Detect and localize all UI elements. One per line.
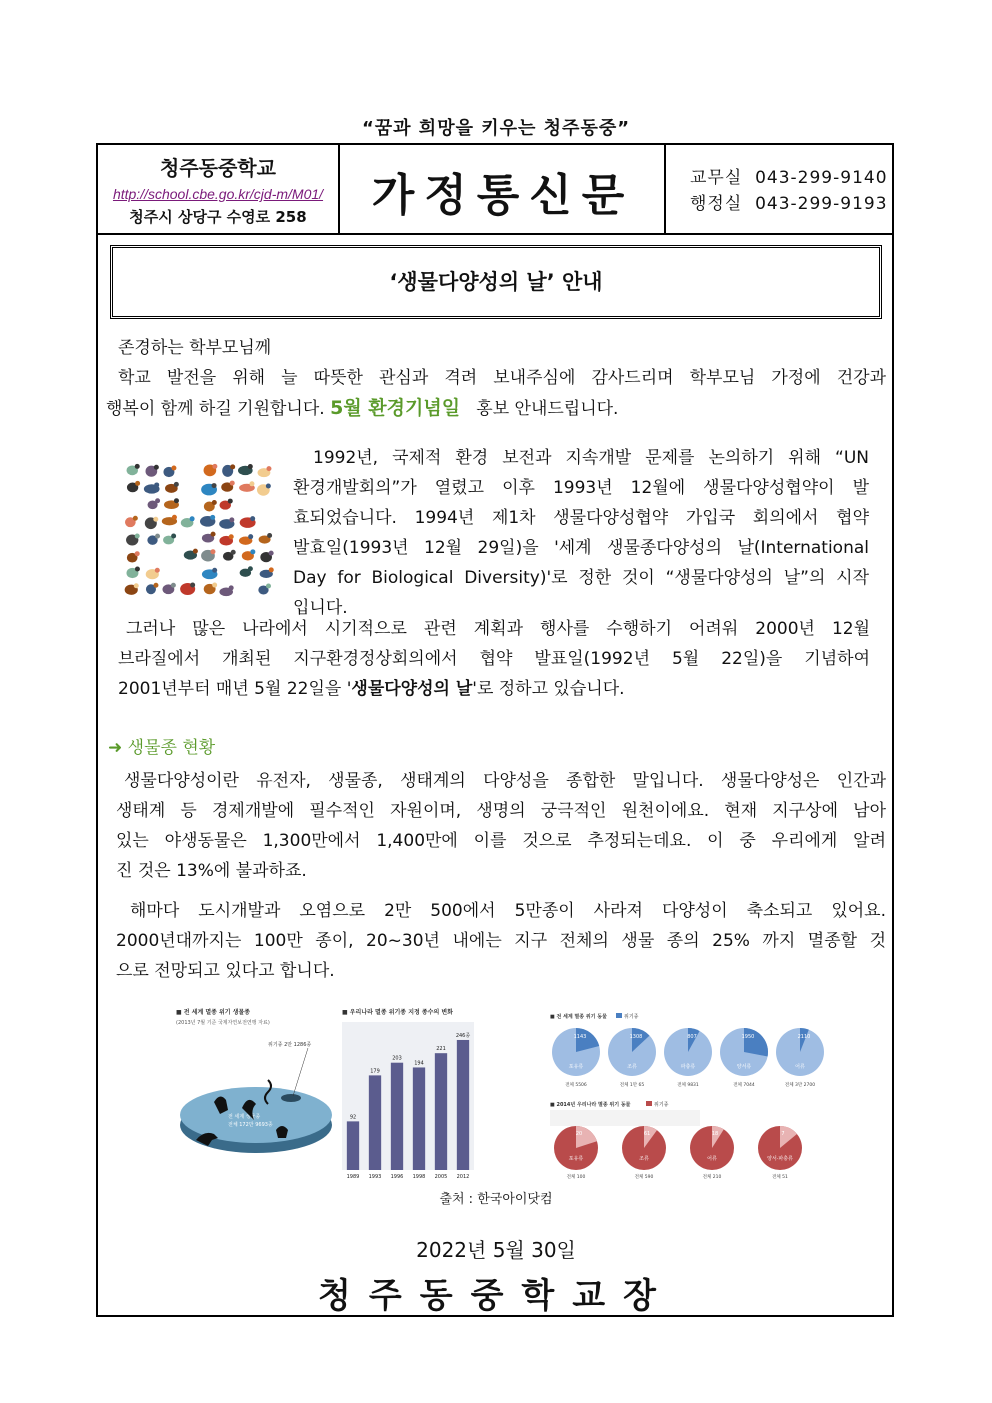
bar	[347, 1121, 359, 1170]
world-animal-pie-slice	[741, 1028, 768, 1056]
animal-head	[135, 464, 140, 469]
sec1-line: 생태계 등 경제개발에 필수적인 자원이며, 생명의 궁극적인 원천이에요. 현재 지구상에 남아	[116, 801, 886, 821]
korea-chart-bg	[342, 1022, 474, 1170]
world-animal-total: 전체 1만 65	[619, 1083, 645, 1088]
world-total-count: 전체 172만 9693종	[228, 1122, 273, 1128]
intro-line-1: 학교 발전을 위해 늘 따뜻한 관심과 격려 보내주심에 감사드리며 학부모님 가정에 건강과	[118, 368, 886, 388]
korea-animal-total: 전체 51	[772, 1175, 788, 1180]
arrow-right-icon: ➜	[108, 738, 123, 758]
bar-value-label: 179	[370, 1068, 380, 1075]
world-animal-total: 전체 9831	[677, 1083, 699, 1088]
history-line: Day for Biological Diversity)'로 정한 것이 “생물다양성의 날”의 시작	[293, 568, 869, 588]
bar-category-label: 1996	[390, 1174, 404, 1180]
phone-office: 교무실 043-299-9140	[690, 168, 888, 188]
korea-animal-total: 전체 210	[702, 1175, 722, 1180]
world-animals-title: ■ 전 세계 멸종 위기 동물	[550, 1014, 607, 1020]
animal-head	[171, 534, 176, 539]
animal-head	[250, 516, 255, 521]
animal-head	[155, 534, 160, 539]
animal-head	[135, 567, 140, 572]
world-endangered-label: 위기종 2만 1286종	[268, 1042, 312, 1048]
bar	[413, 1067, 425, 1170]
korea-animal-name: 양서·파충류	[767, 1156, 793, 1162]
animal-head	[249, 481, 254, 486]
korea-animal-name: 조류	[639, 1156, 649, 1162]
world-animal-total: 전체 7044	[733, 1083, 755, 1088]
animal-head	[155, 568, 160, 573]
korea-animal-total: 전체 100	[566, 1175, 586, 1180]
animal-head	[266, 483, 271, 488]
korea-animal-name: 포유류	[568, 1156, 584, 1162]
korea-note-box	[550, 1110, 700, 1126]
korea-animals-title: ■ 2014년 우리나라 멸종 위기 동물	[550, 1102, 631, 1108]
world-legend-swatch	[616, 1013, 622, 1018]
animals-illustration	[122, 460, 278, 606]
animal-head	[267, 533, 272, 538]
greeting: 존경하는 학부모님께	[118, 338, 272, 358]
animal-head	[212, 500, 217, 505]
bar	[457, 1040, 469, 1170]
animal-head	[135, 533, 140, 538]
world-animal-total: 전체 5506	[565, 1083, 587, 1088]
animal-head	[229, 585, 234, 590]
history-line: 발효일(1993년 12월 29일)을 '세계 생물종다양성의 날(International	[293, 538, 869, 558]
world-subtitle: (2013년 7월 기준 국제자연보전연맹 자료)	[176, 1020, 270, 1026]
school-name: 청주동중학교	[160, 156, 276, 180]
animal-head	[211, 532, 216, 537]
animal-head	[248, 566, 253, 571]
intro-line-2: 행복이 함께 하길 기원합니다. 5월 환경기념일 홍보 안내드립니다.	[106, 397, 619, 419]
callout-line	[293, 1048, 308, 1096]
animal-head	[154, 482, 159, 487]
animal-head	[229, 517, 234, 522]
korea-legend-swatch	[646, 1101, 652, 1106]
world-animal-name: 포유류	[568, 1064, 584, 1070]
animal-head	[231, 550, 236, 555]
section-title: 생물종 현황	[127, 738, 216, 758]
world-endangered-slice	[281, 1094, 301, 1102]
world-animal-endangered: 1308	[629, 1034, 643, 1040]
bar-value-label: 194	[414, 1060, 424, 1067]
bar-value-label: 203	[392, 1055, 402, 1062]
bar-category-label: 1998	[412, 1174, 426, 1180]
animal-head	[135, 481, 140, 486]
korea-animal-endangered: 7	[781, 1131, 785, 1137]
korea-animal-name: 어류	[707, 1156, 717, 1162]
history-line: 효되었습니다. 1994년 제1차 생물다양성협약 가입국 회의에서 협약	[293, 508, 869, 528]
source-credit: 출처 : 한국아이닷컴	[439, 1192, 553, 1207]
animal-head	[248, 464, 253, 469]
animal-head	[171, 466, 176, 471]
animal-head	[212, 483, 217, 488]
highlight-environment-day: 5월 환경기념일	[330, 397, 461, 419]
world-legend-label: 위기종	[624, 1014, 639, 1020]
animal-head	[230, 464, 235, 469]
history-line: 입니다.	[293, 598, 348, 618]
principal-signature: 청주동중학교장	[318, 1276, 674, 1316]
animal-head	[153, 517, 158, 522]
bar	[435, 1053, 447, 1170]
animal-head	[134, 583, 139, 588]
bar-value-label: 246종	[455, 1032, 471, 1039]
animal-head	[250, 549, 255, 554]
sec2-line: 2000년대까지는 100만 종이, 20~30년 내에는 지구 전체의 생물 종의 25% 까지 멸종할 것	[116, 931, 886, 951]
sec1-line: 진 것은 13%에 불과하죠.	[116, 861, 307, 881]
bar-value-label: 92	[349, 1114, 357, 1121]
animal-head	[172, 515, 177, 520]
bar-value-label: 221	[436, 1046, 446, 1053]
animal-head	[190, 583, 195, 588]
history-line: 환경개발회의”가 열렸고 이후 1993년 12월에 생물다양성협약이 발	[293, 478, 869, 498]
korea-animal-total: 전체 590	[634, 1175, 654, 1180]
animal-head	[212, 464, 217, 469]
animal-head	[210, 549, 215, 554]
korea-chart-title: ■ 우리나라 멸종 위기종 지정 종수의 변화	[342, 1009, 453, 1016]
animal-head	[171, 583, 176, 588]
animal-head	[248, 534, 253, 539]
bar	[369, 1075, 381, 1170]
section-heading	[108, 733, 215, 763]
animal-head	[212, 568, 217, 573]
korea-animal-endangered: 18	[711, 1131, 719, 1137]
world-total-label: 전 세계 생물종	[228, 1114, 261, 1120]
notice-title: ‘생물다양성의 날’ 안내	[110, 245, 882, 319]
animal-head	[230, 481, 235, 486]
world-animal-name: 파충류	[680, 1064, 696, 1070]
contact-info	[666, 145, 892, 233]
world-animal-endangered: 2110	[797, 1034, 811, 1040]
bar-category-label: 1993	[368, 1174, 382, 1180]
endangered-species-infographic	[176, 1000, 836, 1186]
animal-head	[133, 516, 138, 521]
sec1-line: 있는 야생동물은 1,300만에서 1,400만에 이를 것으로 추정되는데요. 이 중 우리에게 알려	[116, 831, 886, 851]
animal-head	[210, 515, 215, 520]
school-address: 청주시 상당구 수영로 258	[129, 208, 307, 226]
animal-head	[174, 482, 179, 487]
animal-head	[266, 466, 271, 471]
animal-head	[269, 551, 274, 556]
history-paragraph-2-last: 2001년부터 매년 5월 22일을 '생물다양성의 날'로 정하고 있습니다.	[118, 679, 625, 699]
newsletter-title: 가정통신문	[371, 170, 635, 221]
world-animal-endangered: 1950	[741, 1034, 755, 1040]
world-animal-name: 조류	[627, 1064, 637, 1070]
issue-date: 2022년 5월 30일	[416, 1238, 576, 1262]
bar-category-label: 2012	[456, 1174, 470, 1180]
world-animal-name: 양서류	[736, 1064, 752, 1070]
para2-line: 그러나 많은 나라에서 시기적으로 관련 계획과 행사를 수행하기 어려워 2000년 12월	[126, 619, 870, 639]
sec1-line: 생물다양성이란 유전자, 생물종, 생태계의 다양성을 종합한 말입니다. 생물다양성은 인간과	[124, 771, 886, 791]
bar	[391, 1063, 403, 1170]
animal-head	[266, 583, 271, 588]
school-motto: “꿈과 희망을 키우는 청주동중”	[361, 118, 631, 139]
animal-head	[193, 549, 198, 554]
animal-head	[135, 551, 140, 556]
header	[98, 145, 892, 235]
sec2-line: 해마다 도시개발과 오염으로 2만 500에서 5만종이 사라져 다양성이 축소되고 있어요.	[130, 901, 886, 921]
world-animal-total: 전체 3만 2700	[784, 1083, 816, 1088]
korea-legend-label: 위기종	[654, 1102, 669, 1108]
animal-head	[269, 567, 274, 572]
para2-line: 브라질에서 개최된 지구환경정상회의에서 협약 발표일(1992년 5월 22일)을 기념하여	[118, 649, 870, 669]
phone-admin: 행정실 043-299-9193	[690, 194, 888, 214]
animal-head	[174, 498, 179, 503]
korea-animal-endangered: 20	[575, 1131, 583, 1137]
korea-animal-endangered: 61	[643, 1131, 651, 1137]
title-cell	[340, 145, 666, 233]
animal-head	[154, 465, 159, 470]
animal-head	[228, 499, 233, 504]
animal-head	[155, 498, 160, 503]
animal-head	[153, 583, 158, 588]
animal-head	[212, 583, 217, 588]
school-info	[98, 145, 340, 233]
bar-category-label: 2005	[434, 1174, 448, 1180]
bold-biodiversity-day: 생물다양성의 날	[351, 679, 473, 699]
history-line: 1992년, 국제적 환경 보전과 지속개발 문제를 논의하기 위해 “UN	[313, 448, 869, 468]
world-title: ■ 전 세계 멸종 위기 생물종	[176, 1009, 251, 1016]
animal-head	[229, 534, 234, 539]
world-animal-endangered: 1143	[573, 1034, 587, 1040]
animal-head	[190, 516, 195, 521]
world-animal-name: 어류	[795, 1064, 805, 1070]
school-url-link[interactable]: http://school.cbe.go.kr/cjd-m/M01/	[112, 186, 324, 202]
bar-category-label: 1989	[346, 1174, 360, 1180]
sec2-line: 으로 전망되고 있다고 합니다.	[116, 961, 335, 981]
world-animal-endangered: 807	[687, 1034, 697, 1040]
